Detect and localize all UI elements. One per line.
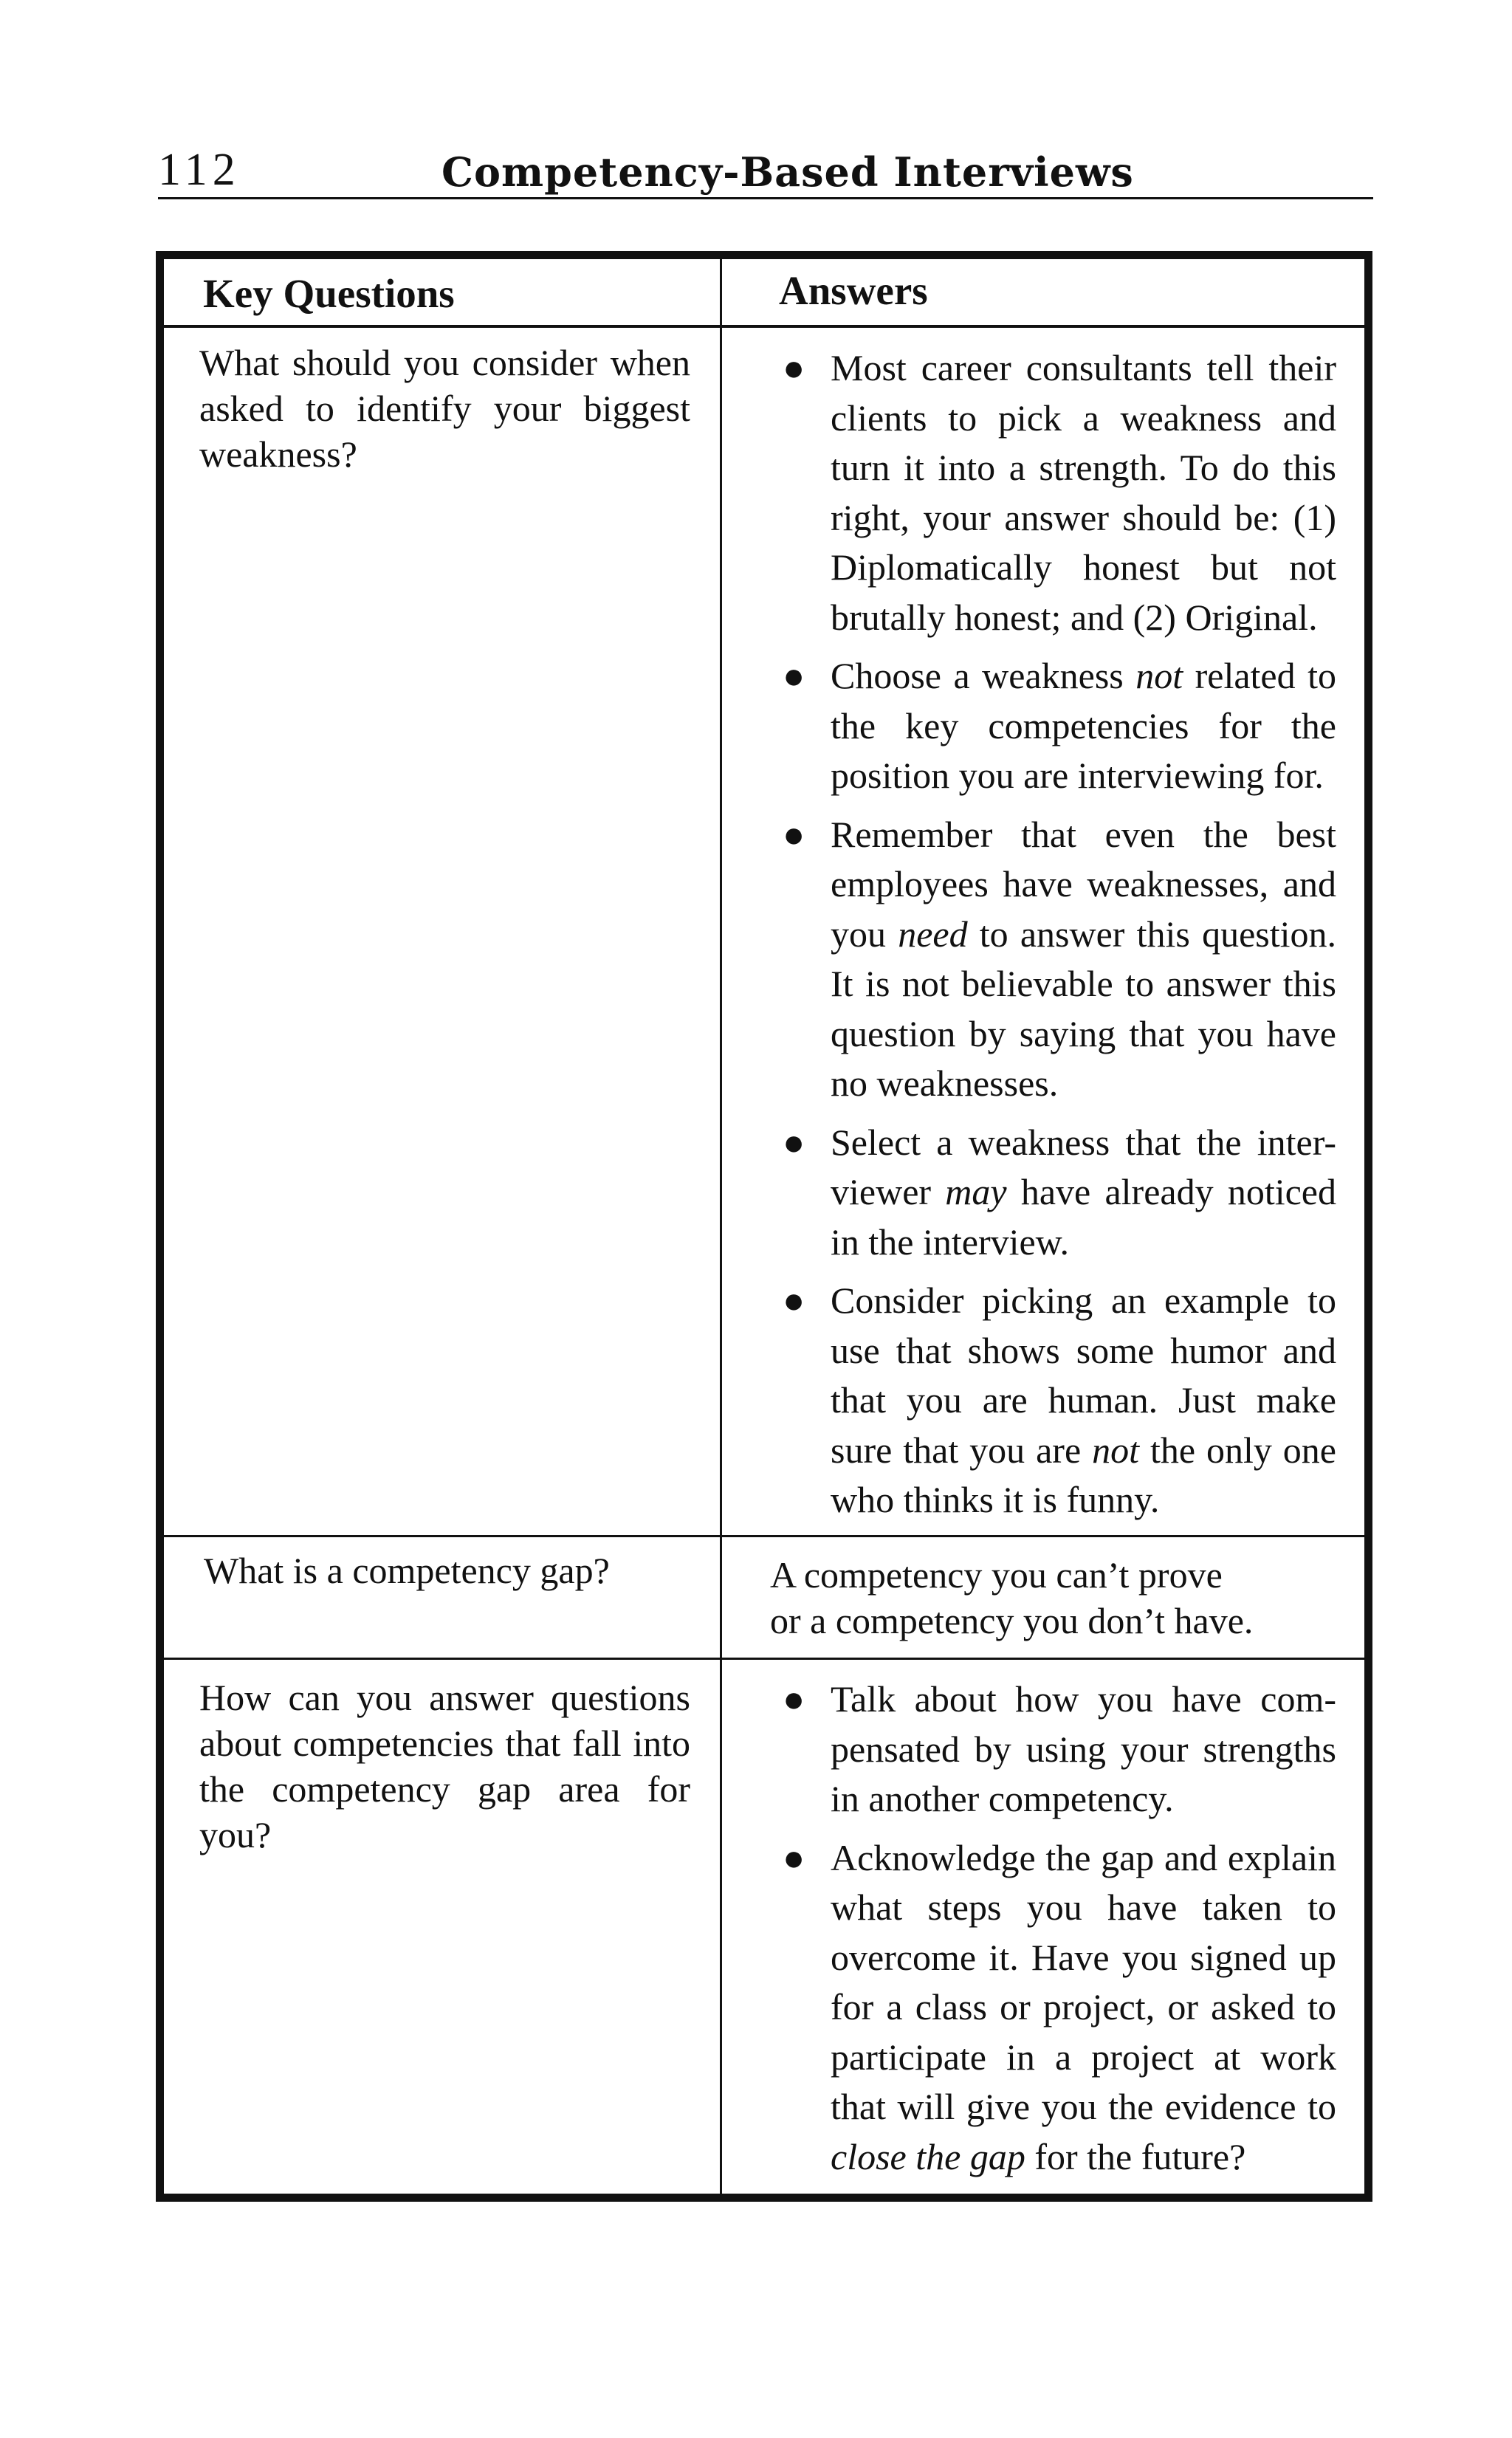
answer-bullet bbox=[772, 1276, 1336, 1525]
answer-emphasis: not bbox=[1135, 655, 1183, 696]
answer-bullet bbox=[772, 1118, 1336, 1268]
answer-bullet bbox=[772, 1833, 1336, 2183]
question-competency-gap: What is a competency gap? bbox=[204, 1550, 610, 1591]
row-divider-2 bbox=[156, 1658, 1372, 1660]
running-title: Competency-Based Interviews bbox=[441, 148, 1134, 196]
answer-text: have already noticed in the interview. bbox=[831, 1171, 1336, 1263]
answer-text: Choose a weakness bbox=[831, 655, 1136, 696]
answer-text: Consider picking an example to use that shows some humor and that you are human. Just make sure that you are bbox=[831, 1280, 1336, 1471]
column-divider bbox=[720, 251, 722, 2202]
answer-emphasis: may bbox=[945, 1171, 1007, 1212]
bullet-icon: ● bbox=[783, 1836, 805, 1878]
answer-text: to answer this question. It is not believable to answer this question by saying that you have no weaknesses. bbox=[831, 913, 1336, 1104]
answer-bullet bbox=[772, 651, 1336, 801]
answer-bullet bbox=[772, 810, 1336, 1109]
question-biggest-weakness: What should you consider when asked to identify your biggest weakness? bbox=[199, 342, 690, 475]
column-header-answers: Answers bbox=[779, 268, 928, 313]
answer-line: or a competency you don’t have. bbox=[770, 1600, 1254, 1641]
answer-text: Select a weakness that the inter-viewer bbox=[831, 1121, 1336, 1212]
column-header-key-questions: Key Questions bbox=[203, 271, 455, 316]
question-gap-area: How can you answer questions about competencies that fall into the competency gap area for you? bbox=[199, 1677, 690, 1855]
answer-text: Talk about how you have com-pensated by using your strengths in another competency. bbox=[831, 1678, 1336, 1819]
answer-list-biggest-weakness bbox=[772, 343, 1336, 1534]
answer-text: for the future? bbox=[1025, 2135, 1246, 2177]
answer-text: Remember that even the best employees have weaknesses, and you bbox=[831, 813, 1336, 955]
bullet-icon: ● bbox=[783, 813, 805, 855]
answer-emphasis: need bbox=[898, 913, 968, 955]
answer-text: Acknowledge the gap and explain what steps you have taken to overcome it. Have you signed up for a class or project, or asked to participate in a project at work that will give you the evidence to bbox=[831, 1836, 1336, 2127]
answer-bullet bbox=[772, 343, 1336, 642]
header-rule bbox=[156, 325, 1372, 328]
answer-emphasis: not bbox=[1092, 1429, 1139, 1471]
bullet-icon: ● bbox=[783, 1280, 805, 1321]
bullet-icon: ● bbox=[783, 347, 805, 388]
page-number: 112 bbox=[158, 145, 241, 195]
answer-text: Most career consultants tell their clients to pick a weakness and turn it into a strength. To do this right, your answer should be: (1) Diplomatically honest but not brutally honest; and (2) Original. bbox=[831, 347, 1336, 638]
bullet-icon: ● bbox=[783, 1678, 805, 1720]
answer-text: related to the key competencies for the position you are interviewing for. bbox=[831, 655, 1336, 796]
answer-bullet bbox=[772, 1675, 1336, 1824]
bullet-icon: ● bbox=[783, 1121, 805, 1163]
answer-text: the only one who thinks it is funny. bbox=[831, 1429, 1337, 1520]
row-divider-1 bbox=[156, 1535, 1372, 1537]
page-header bbox=[158, 144, 1373, 199]
answer-emphasis: close the gap bbox=[831, 2135, 1025, 2177]
bullet-icon: ● bbox=[783, 655, 805, 696]
answer-line: A competency you can’t prove bbox=[770, 1554, 1223, 1596]
answer-list-gap-area bbox=[772, 1675, 1336, 2191]
answer-competency-gap bbox=[770, 1552, 1331, 1644]
